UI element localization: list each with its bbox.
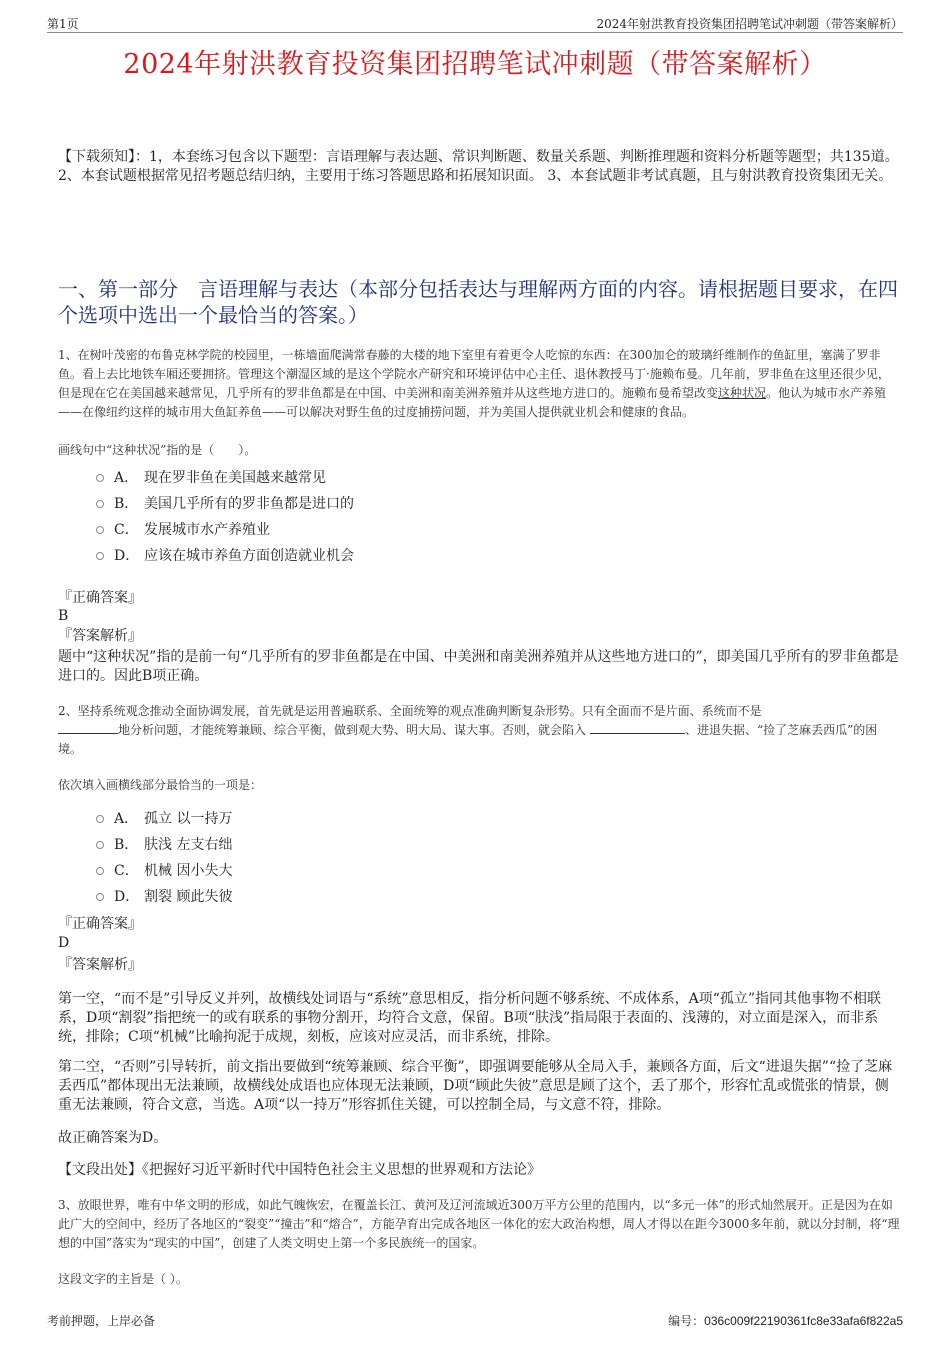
footer-code-label: 编号： bbox=[668, 1314, 705, 1328]
footer-code bbox=[668, 1312, 903, 1329]
option-letter: D． bbox=[114, 889, 140, 905]
blank-1 bbox=[58, 721, 118, 734]
q2-stem-part-b: 地分析问题，才能统筹兼顾、综合平衡，做到观大势、明大局、谋大事。否则，就会陷入 bbox=[118, 723, 587, 737]
radio-icon[interactable] bbox=[96, 526, 104, 534]
option-text: 机械 因小失大 bbox=[144, 863, 233, 879]
radio-icon[interactable] bbox=[96, 815, 104, 823]
page-number: 第1页 bbox=[47, 17, 79, 31]
question-2-options bbox=[96, 806, 232, 910]
option-letter: A． bbox=[114, 470, 139, 486]
blank-2 bbox=[590, 721, 685, 734]
q1-stem-part-b: 。他认为城市水产养殖——在像纽约这样的城市用大鱼缸养鱼——可以解决对野生鱼的过度捕捞问题，并为美国人提供就业机会和健康的食品。 bbox=[58, 386, 887, 419]
option-letter: C． bbox=[114, 522, 139, 538]
option-c[interactable] bbox=[96, 517, 354, 543]
option-text: 应该在城市养鱼方面创造就业机会 bbox=[144, 548, 354, 564]
radio-icon[interactable] bbox=[96, 893, 104, 901]
option-letter: D． bbox=[114, 548, 140, 564]
option-b[interactable] bbox=[96, 832, 232, 858]
q1-stem-part-a: 1、在树叶茂密的布鲁克林学院的校园里，一栋墙面爬满常春藤的大楼的地下室里有着更令人吃惊的东西：在300加仑的玻璃纤维制作的鱼缸里，塞满了罗非鱼。看上去比地铁车厢还要拥挤。管理这个潮湿区域的是这个学院水产研究和环境评估中心主任、退休教授马丁·施赖布曼。几年前，罗非鱼在这里还很少见，但是现在它在美国越来越常见，几乎所有的罗非鱼都是在中国、中美洲和南美洲养殖并从这些地方进口的。施赖布曼希望改变 bbox=[58, 348, 890, 400]
radio-icon[interactable] bbox=[96, 552, 104, 560]
section-text: 言语理解与表达（本部分包括表达与理解两方面的内容。请根据题目要求，在四个选项中选出一个最恰当的答案。） bbox=[58, 277, 898, 327]
download-notice: 【下载须知】：1，本套练习包含以下题型：言语理解与表达题、常识判断题、数量关系题、判断推理题和资料分析题等题型；共135道。 2、本套试题根据常见招考题总结归纳，主要用于练习答题思路和拓展知识面。 3、本套试题非考试真题，且与射洪教育投资集团无关。 bbox=[58, 149, 899, 184]
q2-analysis-label: 『答案解析』 bbox=[58, 957, 142, 973]
footer-code-value: 036c009f22190361fc8e33afa6f822a5 bbox=[704, 1314, 903, 1328]
page-header bbox=[47, 12, 903, 33]
option-d[interactable] bbox=[96, 884, 232, 910]
option-text: 现在罗非鱼在美国越来越常见 bbox=[144, 470, 326, 486]
q1-analysis-label: 『答案解析』 bbox=[58, 628, 142, 644]
q1-analysis: 题中“这种状况”指的是前一句“几乎所有的罗非鱼都是在中国、中美洲和南美洲养殖并从这些地方进口的”，即美国几乎所有的罗非鱼都是进口的。因此B项正确。 bbox=[58, 649, 899, 684]
option-text: 肤浅 左支右绌 bbox=[144, 837, 233, 853]
question-3-stem: 3、放眼世界，唯有中华文明的形成，如此气魄恢宏，在覆盖长江、黄河及辽河流域近300万平方公里的范围内，以“多元一体”的形式灿然展开。正是因为在如此广大的空间中，经历了各地区的“裂变”“撞击”和“熔合”，方能孕育出完成各地区一体化的宏大政治构想，周人才得以在距今3000多年前，就以分封制，将“理想的中国”落实为“现实的中国”，创建了人类文明史上第一个多民族统一的国家。 bbox=[58, 1198, 900, 1250]
option-a[interactable] bbox=[96, 465, 354, 491]
q2-answer-label: 『正确答案』 bbox=[58, 916, 142, 932]
option-text: 美国几乎所有的罗非鱼都是进口的 bbox=[144, 496, 354, 512]
question-2-stem bbox=[58, 702, 900, 759]
option-text: 发展城市水产养殖业 bbox=[144, 522, 270, 538]
question-1-prompt: 画线句中“这种状况”指的是（ ）。 bbox=[58, 443, 257, 457]
option-a[interactable] bbox=[96, 806, 232, 832]
question-2-prompt: 依次填入画横线部分最恰当的一项是： bbox=[58, 778, 263, 792]
q2-answer: D bbox=[58, 935, 70, 951]
q1-answer: B bbox=[58, 608, 69, 624]
option-letter: B． bbox=[114, 837, 139, 853]
option-text: 割裂 顾此失彼 bbox=[144, 889, 233, 905]
q1-underlined-phrase: 这种状况 bbox=[718, 386, 767, 400]
section-part: 一、第一部分 bbox=[58, 277, 178, 301]
document-title: 2024年射洪教育投资集团招聘笔试冲刺题（带答案解析） bbox=[123, 49, 827, 80]
option-d[interactable] bbox=[96, 543, 354, 569]
radio-icon[interactable] bbox=[96, 474, 104, 482]
q2-analysis-para-3: 故正确答案为D。 bbox=[58, 1130, 168, 1146]
radio-icon[interactable] bbox=[96, 841, 104, 849]
footer-slogan: 考前押题，上岸必备 bbox=[47, 1314, 156, 1328]
option-letter: C． bbox=[114, 863, 139, 879]
question-1-options bbox=[96, 465, 354, 569]
option-c[interactable] bbox=[96, 858, 232, 884]
option-text: 孤立 以一持万 bbox=[144, 811, 233, 827]
q2-stem-part-c: 、进退失据、“捡了芝麻丢西瓜”的困境。 bbox=[58, 723, 878, 756]
option-letter: A． bbox=[114, 811, 139, 827]
q2-source: 【文段出处】《把握好习近平新时代中国特色社会主义思想的世界观和方法论》 bbox=[58, 1162, 541, 1178]
option-letter: B． bbox=[114, 496, 139, 512]
radio-icon[interactable] bbox=[96, 867, 104, 875]
section-heading bbox=[58, 276, 900, 328]
question-1-stem bbox=[58, 346, 900, 422]
q2-analysis-para-1: 第一空，“而不是”引导反义并列，故横线处词语与“系统”意思相反，指分析问题不够系统、不成体系，A项“孤立”指同其他事物不相联系，D项“割裂”指把统一的或有联系的事物分割开，均符合文意，保留。B项“肤浅”指局限于表面的、浅薄的，对立面是深入，而非系统，排除；C项“机械”比喻拘泥于成规，刻板，应该对应灵活，而非系统，排除。 bbox=[58, 991, 882, 1045]
q1-answer-label: 『正确答案』 bbox=[58, 590, 142, 606]
header-doc-title: 2024年射洪教育投资集团招聘笔试冲刺题（带答案解析） bbox=[596, 17, 903, 31]
radio-icon[interactable] bbox=[96, 500, 104, 508]
q2-stem-part-a: 2、坚持系统观念推动全面协调发展，首先就是运用普遍联系、全面统筹的观点准确判断复杂形势。只有全面而不是片面、系统而不是 bbox=[58, 704, 762, 718]
question-3-prompt: 这段文字的主旨是（ ）。 bbox=[58, 1272, 188, 1286]
q2-analysis-para-2: 第二空，“否则”引导转折，前文指出要做到“统筹兼顾、综合平衡”，即强调要能够从全局入手，兼顾各方面，后文“进退失据”“捡了芝麻丢西瓜”都体现出无法兼顾，故横线处成语也应体现无法兼顾，D项“顾此失彼”意思是顾了这个，丢了那个，形容忙乱或慌张的情景，侧重无法兼顾，符合文意，当选。A项“以一持万”形容抓住关键，可以控制全局，与文意不符，排除。 bbox=[58, 1059, 893, 1113]
option-b[interactable] bbox=[96, 491, 354, 517]
